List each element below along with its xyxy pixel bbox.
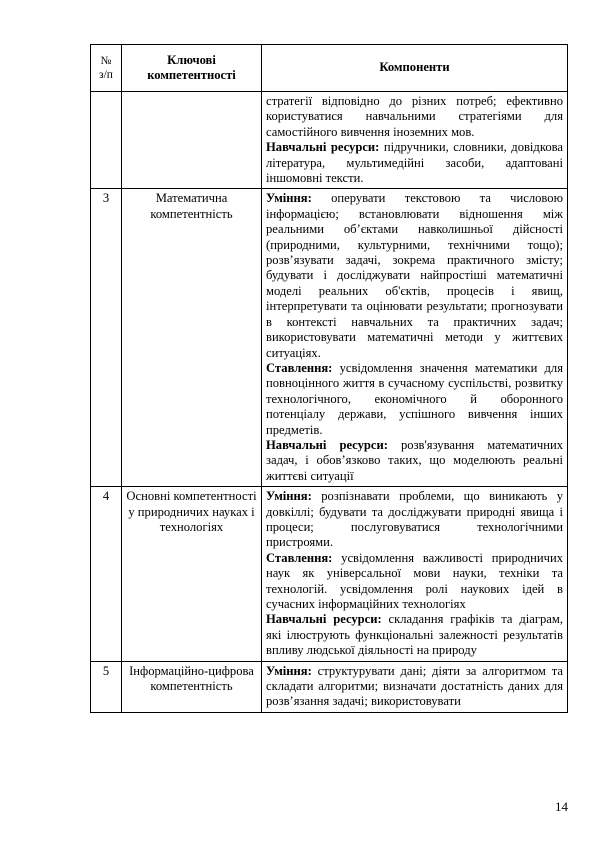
component-paragraph <box>266 191 563 360</box>
row-number: 5 <box>91 661 122 712</box>
table-row <box>91 661 568 712</box>
row-number: 4 <box>91 487 122 661</box>
components-cell <box>262 661 568 712</box>
row-number <box>91 92 122 189</box>
component-text: усвідомлення значення математики для повноцінного життя в сучасному суспільстві, розвитку технологічного, економічного й оборонного потенціалу держави, успішного вивчення інших предметів. <box>266 360 563 437</box>
competence-table <box>90 44 568 713</box>
competence-name: Основні компетентності у природничих науках і технологіях <box>122 487 262 661</box>
component-text: структурувати дані; діяти за алгоритмом та складати алгоритми; визначати достатність даних для розв’язання задачі; використовувати <box>266 663 563 709</box>
component-label: Уміння: <box>266 663 312 678</box>
components-cell <box>262 487 568 661</box>
table-row <box>91 189 568 487</box>
table-header-row <box>91 45 568 92</box>
component-paragraph <box>266 612 563 658</box>
component-text: стратегії відповідно до різних потреб; ефективно користуватися навчальними стратегіями для самостійного вивчення іноземних мов. <box>266 94 563 139</box>
component-paragraph <box>266 94 563 140</box>
component-label: Уміння: <box>266 191 312 206</box>
component-paragraph <box>266 438 563 484</box>
component-paragraph <box>266 664 563 710</box>
components-cell <box>262 92 568 189</box>
component-label: Ставлення: <box>266 550 333 565</box>
component-label: Навчальні ресурси: <box>266 612 382 627</box>
competence-name <box>122 92 262 189</box>
header-components: Компоненти <box>262 45 568 92</box>
table-row <box>91 92 568 189</box>
component-text: усвідомлення важливості природничих наук як універсальної мови науки, техніки та технологій. усвідомлення ролі наукових ідей в сучасних інформаційних технологіях <box>266 550 563 611</box>
header-number: № з/п <box>91 45 122 92</box>
component-paragraph <box>266 140 563 186</box>
component-text: складання графіків та діаграм, які ілюструють функціональні залежності результатів впливу людської діяльності на природу <box>266 612 563 658</box>
competence-name: Математична компетентність <box>122 189 262 487</box>
component-text: оперувати текстовою та числовою інформацією; встановлювати відношення між реальними об’єктами навколишньої дійсності (природними, культурними, технічними тощо); розв’язувати задачі, зокрема практичного змісту; будувати і досліджувати найпростіші математичні моделі реальних об'єктів, процесів і явищ, інтерпретувати та оцінювати результати; прогнозувати в контексті навчальних та практичних задач; використовувати математичні методи у життєвих ситуаціях. <box>266 191 563 360</box>
page-number: 14 <box>555 799 568 814</box>
component-text: розв'язування математичних задач, і обов’язково таких, що моделюють реальні життєві ситуації <box>266 437 563 483</box>
table-body <box>91 92 568 713</box>
component-text: підручники, словники, довідкова література, мультимедійні засоби, адаптовані іншомовні тексти. <box>266 140 563 186</box>
component-text: розпізнавати проблеми, що виникають у довкіллі; будувати та досліджувати природні явища і процеси; послуговуватися технологічними пристроями. <box>266 489 563 550</box>
components-cell <box>262 189 568 487</box>
component-label: Ставлення: <box>266 360 333 375</box>
component-paragraph <box>266 551 563 613</box>
component-paragraph <box>266 361 563 438</box>
component-label: Уміння: <box>266 489 312 504</box>
competence-name: Інформаційно-цифрова компетентність <box>122 661 262 712</box>
component-paragraph <box>266 489 563 551</box>
table-row <box>91 487 568 661</box>
component-label: Навчальні ресурси: <box>266 140 380 155</box>
component-label: Навчальні ресурси: <box>266 437 388 452</box>
header-competence: Ключові компетентності <box>122 45 262 92</box>
row-number: 3 <box>91 189 122 487</box>
